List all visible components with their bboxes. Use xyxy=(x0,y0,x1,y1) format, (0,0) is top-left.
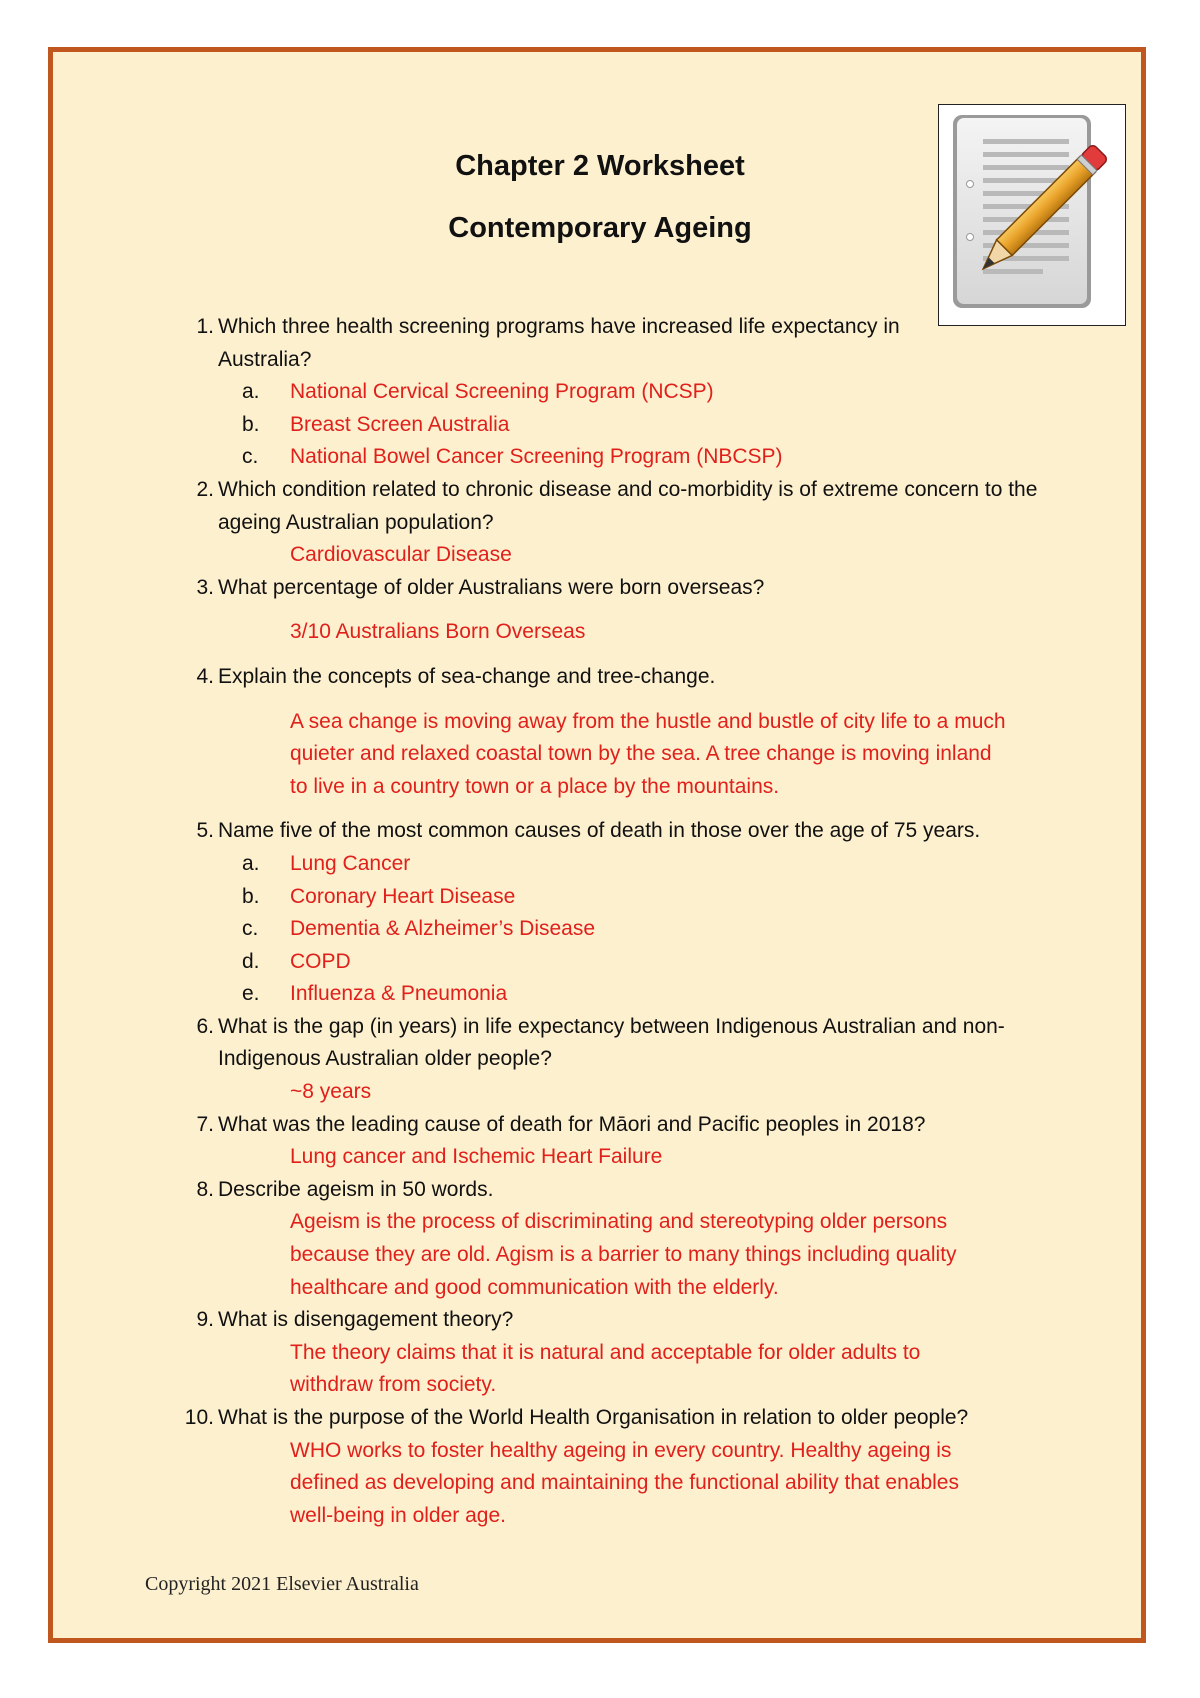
question-7 xyxy=(170,1109,1070,1142)
question-number: 9. xyxy=(196,1308,214,1332)
answer-letter: b. xyxy=(242,412,260,436)
answer-item xyxy=(170,441,1070,474)
question-text: Which condition related to chronic disease and co-morbidity is of extreme concern to the ageing Australian population? xyxy=(218,477,1038,534)
question-8 xyxy=(170,1174,1070,1207)
question-number: 1. xyxy=(196,315,214,338)
answer-item xyxy=(170,978,1070,1011)
answer-text: Lung cancer and Ischemic Heart Failure xyxy=(290,1145,663,1169)
worksheet-subtitle: Contemporary Ageing xyxy=(448,212,752,244)
question-number: 7. xyxy=(196,1112,214,1136)
answer-letter: c. xyxy=(242,445,259,469)
answer-letter: c. xyxy=(242,917,259,941)
question-text: What is disengagement theory? xyxy=(218,1308,514,1332)
answer-letter: e. xyxy=(242,982,260,1006)
answer-item xyxy=(170,913,1070,946)
question-1 xyxy=(170,311,1070,376)
answer-text: National Cervical Screening Program (NCSP) xyxy=(290,380,714,404)
answer-text: ~8 years xyxy=(290,1080,372,1104)
question-number: 8. xyxy=(196,1177,214,1201)
question-10 xyxy=(170,1402,1070,1435)
answer-item xyxy=(170,881,1070,914)
question-text: What was the leading cause of death for Māori and Pacific peoples in 2018? xyxy=(218,1112,926,1136)
answer-letter: d. xyxy=(242,949,260,973)
answer-text: 3/10 Australians Born Overseas xyxy=(290,620,586,644)
question-text: Which three health screening programs have increased life expectancy in Australia? xyxy=(218,315,900,371)
answer-item xyxy=(170,946,1070,979)
answer-text: Dementia & Alzheimer’s Disease xyxy=(290,917,596,941)
worksheet-title: Chapter 2 Worksheet xyxy=(455,150,745,182)
answer-letter: a. xyxy=(242,851,260,875)
question-4 xyxy=(170,661,1070,694)
answer-text: A sea change is moving away from the hustle and bustle of city life to a much quieter and relaxed coastal town by the sea. A tree change is moving inland to live in a country town or a place by the mountains. xyxy=(290,709,1006,798)
question-text: Explain the concepts of sea-change and tree-change. xyxy=(218,664,716,688)
question-2 xyxy=(170,474,1070,539)
answer-item xyxy=(170,409,1070,442)
question-5 xyxy=(170,815,1070,848)
answer-text: National Bowel Cancer Screening Program (NBCSP) xyxy=(290,445,783,469)
answer-letter: a. xyxy=(242,380,260,404)
question-6 xyxy=(170,1011,1070,1076)
answer-item xyxy=(170,376,1070,409)
question-number: 3. xyxy=(196,575,214,599)
worksheet-questions xyxy=(170,311,1070,1532)
answer-text: Lung Cancer xyxy=(290,851,411,875)
question-text: Describe ageism in 50 words. xyxy=(218,1177,494,1201)
answer-text: The theory claims that it is natural and acceptable for older adults to withdraw from society. xyxy=(290,1340,921,1397)
answer-text: WHO works to foster healthy ageing in every country. Healthy ageing is defined as developing and maintaining the functional ability that enables well-being in older age. xyxy=(290,1438,959,1527)
answer-text: Ageism is the process of discriminating and stereotyping older persons because they are old. Agism is a barrier to many things including quality healthcare and good communication with the elderly. xyxy=(290,1210,957,1299)
copyright-notice: Copyright 2021 Elsevier Australia xyxy=(145,1573,419,1595)
question-number: 2. xyxy=(196,477,214,501)
question-9 xyxy=(170,1304,1070,1337)
question-text: What is the gap (in years) in life expectancy between Indigenous Australian and non-Indigenous Australian older people? xyxy=(218,1014,1005,1071)
question-number: 6. xyxy=(196,1014,214,1038)
question-3 xyxy=(170,572,1070,605)
answer-letter: b. xyxy=(242,884,260,908)
answer-text: Cardiovascular Disease xyxy=(290,543,512,567)
question-text: Name five of the most common causes of death in those over the age of 75 years. xyxy=(218,819,981,843)
question-text: What percentage of older Australians were born overseas? xyxy=(218,575,765,599)
answer-item xyxy=(170,848,1070,881)
question-text: What is the purpose of the World Health Organisation in relation to older people? xyxy=(218,1406,969,1429)
question-number: 10. xyxy=(184,1406,214,1429)
answer-text: Breast Screen Australia xyxy=(290,412,510,436)
answer-text: Coronary Heart Disease xyxy=(290,884,516,908)
answer-text: Influenza & Pneumonia xyxy=(290,982,508,1006)
question-number: 4. xyxy=(196,664,214,688)
question-number: 5. xyxy=(196,819,214,843)
answer-text: COPD xyxy=(290,949,351,973)
